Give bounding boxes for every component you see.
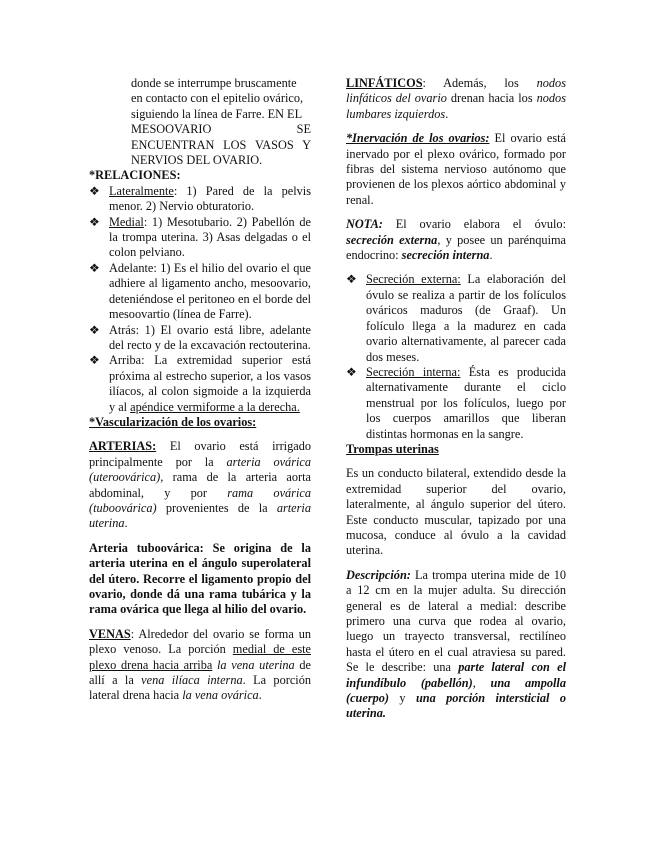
list-item: ❖ Lateralmente: 1) Pared de la pelvis menor. 2) Nervio obturatorio. [89,183,311,214]
list-item: ❖ Secreción externa: La elaboración del óvulo se realiza a partir de los folículos ováricos maduros (de Graaf). Un folículo llega a la madurez en cada ovario alternativamente, al parecer cada dos meses. [346,272,566,364]
diamond-bullet-icon: ❖ [89,353,100,368]
intro-line: donde se interrumpe bruscamente [131,76,297,90]
arteria-tuboovarica-paragraph: Arteria tuboovárica: Se origina de la arteria uterina en el ángulo superolateral del útero. Recorre el ligamento propio del ovario, donde dá una rama tubárica y la rama ovárica que llega al hilio del ovario. [89,540,311,617]
trompas-paragraph: Es un conducto bilateral, extendido desde la extremidad superior del ovario, lateralmente, al ángulo superior del útero. Este conducto muscular, tapizado por una mucosa, conduce al óvulo a la cavidad uterina. [346,466,566,558]
right-column [346,76,566,722]
left-column [89,76,311,704]
diamond-bullet-icon: ❖ [89,214,100,229]
list-item: ❖ Adelante: 1) Es el hilio del ovario el que adhiere al ligamento ancho, mesoovario, deteniéndose el peritoneo en el borde del mesoovartio (línea de Farre). [89,260,311,322]
arterias-paragraph: ARTERIAS: El ovario está irrigado principalmente por la arteria ovárica (uteroovárica), rama de la arteria aorta abdominal, y por rama ovárica (tuboovárica) provenientes de la arteria uterina. [89,439,312,531]
list-item: ❖ Secreción interna: Ésta es producida alternativamente durante el ciclo menstrual por los folículos, luego por los cuerpos amarillos que liberan distintas hormonas en la sangre. [346,364,566,441]
list-item: ❖ Atrás: 1) El ovario está libre, adelante del recto y de la excavación rectouterina. [89,322,311,352]
diamond-bullet-icon: ❖ [346,364,357,379]
vascularizacion-heading: *Vascularización de los ovarios: [89,414,257,429]
diamond-bullet-icon: ❖ [89,260,100,275]
diamond-bullet-icon: ❖ [89,183,100,198]
relaciones-list [89,184,311,415]
relaciones-heading: *RELACIONES: [89,168,181,183]
intro-line: siguiendo la línea de Farre. EN EL [131,106,303,121]
venas-paragraph: VENAS: Alrededor del ovario se forma un plexo venoso. La porción medial de este plexo drena hacia arriba la vena uterina de allí a la vena ilíaca interna. La porción lateral drena hacia la vena ovárica. [89,626,311,703]
linfaticos-paragraph: LINFÁTICOS: Además, los nodos linfáticos del ovario drenan hacia los nodos lumbares izquierdos. [346,76,566,121]
trompas-heading: Trompas uterinas [346,441,439,456]
inervacion-paragraph: *Inervación de los ovarios: El ovario está inervado por el plexo ovárico, formado por fibras del sistema nervioso autónomo que provienen de los plexos aórtico abdominal y renal. [346,131,566,207]
diamond-bullet-icon: ❖ [346,272,357,287]
list-item: ❖ Arriba: La extremidad superior está próxima al estrecho superior, a los vasos ilíacos, al colon sigmoide a la izquierda y al apéndice vermiforme a la derecha. [89,353,311,414]
list-item: ❖ Medial: 1) Mesotubario. 2) Pabellón de la trompa uterina. 3) Asas delgadas o el colon pelviano. [89,214,311,260]
nota-paragraph: NOTA: El ovario elabora el óvulo: secreción externa, y posee un parénquima endocrino: secreción interna. [346,217,567,263]
intro-paragraph [89,76,311,168]
descripcion-paragraph: Descripción: La trompa uterina mide de 10 a 12 cm en la mujer adulta. Su dirección general es de lateral a medial: describe primero una curva que rodea al ovario, luego un trayecto transversal, rectilíneo hasta el útero en el cual atraviesa su pared. Se le describe: una parte lateral con el infundíbulo (pabellón), una ampolla (cuerpo) y una porción intersticial o uterina. [346,567,566,721]
secreciones-list [346,272,566,441]
intro-line: MESOOVARIO SE ENCUENTRAN LOS VASOS Y NERVIOS DEL OVARIO. [131,122,311,168]
intro-line: en contacto con el epitelio ovárico, [131,91,304,106]
diamond-bullet-icon: ❖ [89,322,100,337]
